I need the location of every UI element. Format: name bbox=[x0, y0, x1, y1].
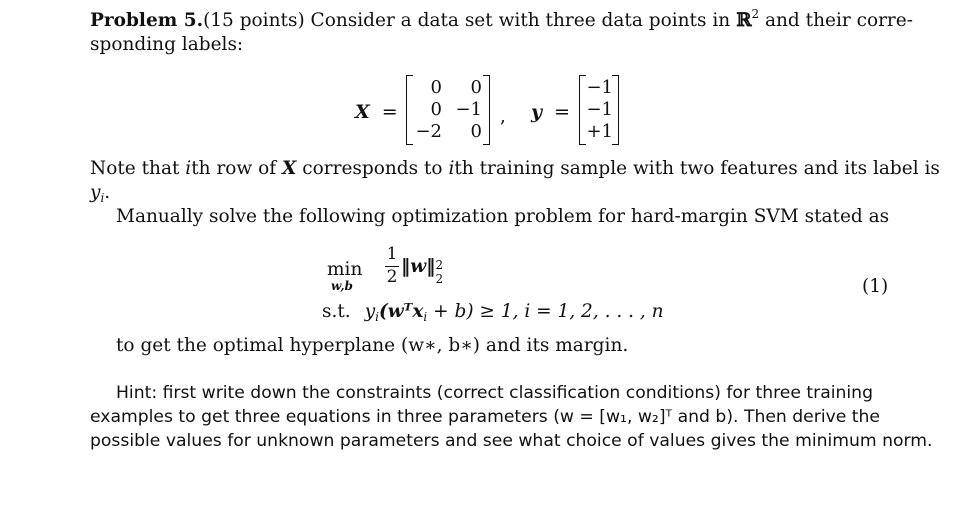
opt-objective-norm bbox=[401, 256, 444, 286]
opt-fraction-numerator: 1 bbox=[386, 244, 398, 264]
opt-fraction bbox=[385, 244, 399, 288]
matrix-x-cell: 0 bbox=[470, 77, 482, 98]
vector-y-right-bracket bbox=[612, 75, 619, 145]
matrix-x-right-bracket bbox=[483, 75, 490, 145]
vector-y-cell: +1 bbox=[586, 121, 613, 142]
matrix-x-symbol: X bbox=[355, 101, 370, 123]
opt-fraction-denominator: 2 bbox=[386, 267, 398, 287]
reals-symbol: ℝ bbox=[736, 10, 752, 31]
problem-intro-text-end: and their corre- bbox=[759, 10, 913, 31]
note-text: Note that bbox=[90, 158, 186, 179]
matrix-x-cell: 0 bbox=[470, 121, 482, 142]
opt-norm: ‖w‖ bbox=[401, 256, 436, 277]
matrix-x-cell: −1 bbox=[455, 99, 482, 120]
vector-y-cell: −1 bbox=[586, 99, 613, 120]
vector-y-symbol: y bbox=[531, 101, 543, 123]
note-period: . bbox=[104, 182, 111, 203]
hint-line-2: examples to get three equations in three parameters (w = [w₁, w₂]ᵀ and b). Then derive the bbox=[90, 407, 881, 427]
opt-constraint-y: y bbox=[364, 301, 376, 322]
reals-exponent: 2 bbox=[751, 7, 760, 21]
hint-line-1: Hint: first write down the constraints (correct classification conditions) for three training bbox=[116, 383, 873, 403]
matrix-x-cell: 0 bbox=[430, 99, 442, 120]
instruction-text: Manually solve the following optimization problem for hard-margin SVM stated as bbox=[116, 206, 890, 227]
opt-min-subscript: w,b bbox=[331, 279, 353, 293]
problem-intro-line-1 bbox=[90, 7, 913, 32]
note-matrix-x: X bbox=[282, 158, 297, 179]
opt-subject-to: s.t. bbox=[322, 301, 351, 322]
vector-y-equals: = bbox=[554, 101, 571, 123]
hint-line-3: possible values for unknown parameters and see what choice of values gives the minimum norm. bbox=[90, 431, 933, 451]
matrix-x-cell: 0 bbox=[430, 77, 442, 98]
opt-constraint-rest: + b) ≥ 1, i = 1, 2, . . . , n bbox=[427, 301, 664, 322]
note-line-2 bbox=[90, 182, 110, 204]
note-text: th row of bbox=[191, 158, 283, 179]
opt-min: min bbox=[327, 259, 363, 280]
matrix-separator-comma: , bbox=[500, 106, 506, 127]
problem-intro-line-2: sponding labels: bbox=[90, 34, 244, 55]
opt-constraint-line: s.t. $y_i(wᵀx_i + b) \ge 1$, i = 1, 2, . . . , n bbox=[322, 301, 664, 324]
problem-heading: Problem 5. bbox=[90, 10, 204, 31]
opt-constraint-body: (wᵀx bbox=[379, 301, 424, 322]
matrix-x-left-bracket bbox=[406, 75, 413, 145]
conclusion-text: to get the optimal hyperplane (w∗, b∗) and its margin. bbox=[116, 335, 629, 356]
problem-intro-text: Consider a data set with three data points in bbox=[304, 10, 737, 31]
note-label-subscript: i bbox=[100, 191, 105, 205]
note-index-i: i bbox=[448, 158, 455, 179]
note-index-i: i bbox=[185, 158, 192, 179]
matrix-x-label bbox=[355, 101, 398, 123]
equation-number: (1) bbox=[862, 276, 889, 297]
note-line-1 bbox=[90, 158, 940, 180]
opt-norm-exponent: 2 bbox=[435, 258, 444, 272]
note-text: th training sample with two features and its label is bbox=[454, 158, 940, 179]
problem-points: (15 points) bbox=[203, 10, 305, 31]
opt-norm-subscript: 2 bbox=[435, 272, 444, 286]
matrix-x bbox=[406, 75, 490, 145]
vector-y-cell: −1 bbox=[586, 77, 613, 98]
matrix-x-equals: = bbox=[381, 101, 398, 123]
vector-y-label bbox=[531, 101, 570, 123]
matrix-x-cell: −2 bbox=[415, 121, 442, 142]
vector-y bbox=[579, 75, 619, 145]
note-text: corresponds to bbox=[296, 158, 449, 179]
note-label-y: y bbox=[90, 182, 101, 203]
